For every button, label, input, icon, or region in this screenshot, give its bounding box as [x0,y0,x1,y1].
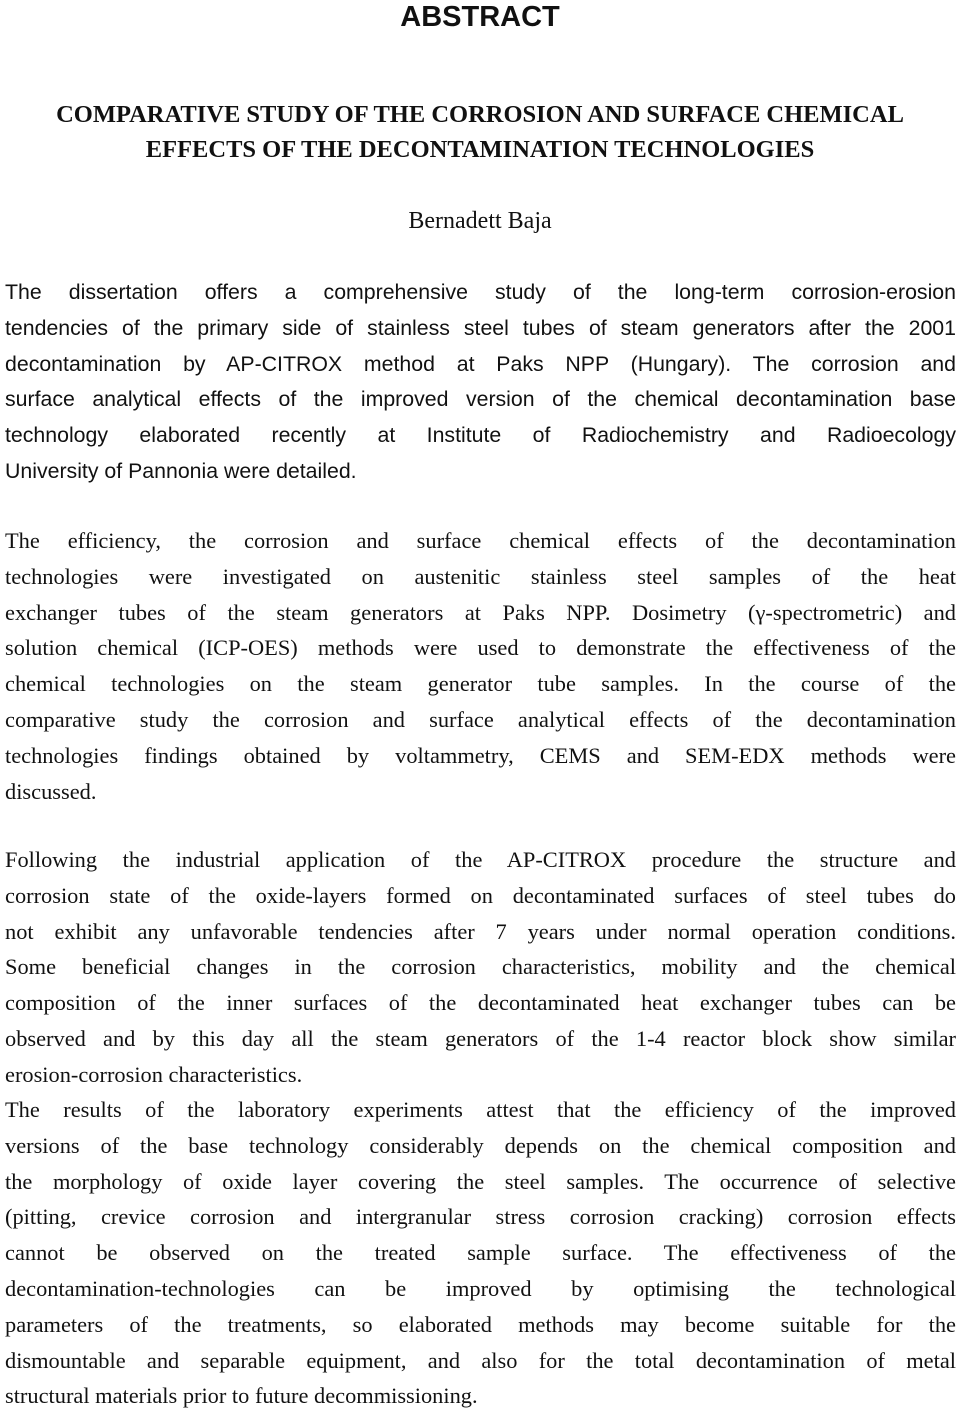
paragraph-line: tendencies of the primary side of stainless steel tubes of steam generators after the 2001 [5,315,956,340]
paragraph-line: (pitting, crevice corrosion and intergranular stress corrosion cracking) corrosion effects [5,1204,956,1230]
paragraph-line: The dissertation offers a comprehensive study of the long-term corrosion-erosion [5,280,956,304]
title-line: COMPARATIVE STUDY OF THE CORROSION AND SURFACE CHEMICAL [56,101,904,128]
abstract-heading: ABSTRACT [400,1,560,33]
paragraph-line: technology elaborated recently at Institute of Radiochemistry and Radioecology [5,423,956,448]
paragraph-line: corrosion state of the oxide-layers formed on decontaminated surfaces of steel tubes do [5,882,956,908]
paragraph-line: solution chemical (ICP-OES) methods were used to demonstrate the effectiveness of the [5,635,956,661]
title-line: EFFECTS OF THE DECONTAMINATION TECHNOLOGIES [145,136,815,163]
paragraph-line: The results of the laboratory experiments attest that the efficiency of the improved [5,1097,956,1122]
paragraph-line: cannot be observed on the treated sample surface. The effectiveness of the [5,1240,956,1266]
paragraph-line: Following the industrial application of the AP-CITROX procedure the structure and [5,847,956,872]
dissertation-title [6,97,954,167]
paragraph-line: parameters of the treatments, so elaborated methods may become suitable for the [5,1311,956,1337]
paragraph-line: the morphology of oxide layer covering the steel samples. The occurrence of selective [5,1168,956,1194]
abstract-paragraph [5,1092,956,1414]
paragraph-line: discussed. [5,778,97,804]
paragraph-line: decontamination-technologies can be improved by optimising the technological [5,1275,956,1301]
paragraph-line: dismountable and separable equipment, and also for the total decontamination of metal [5,1347,956,1373]
paragraph-line: University of Pannonia were detailed. [5,458,357,483]
paragraph-line: surface analytical effects of the improved version of the chemical decontamination base [5,387,956,412]
paragraph-line: Some beneficial changes in the corrosion characteristics, mobility and the chemical [5,954,956,980]
paragraph-line: structural materials prior to future decommissioning. [5,1383,478,1409]
paragraph-line: observed and by this day all the steam generators of the 1-4 reactor block show similar [5,1025,956,1051]
paragraph-line: chemical technologies on the steam generator tube samples. In the course of the [5,671,956,697]
paragraph-line: comparative study the corrosion and surface analytical effects of the decontamination [5,706,956,732]
abstract-paragraph [5,842,956,1093]
paragraph-line: technologies were investigated on austenitic stainless steel samples of the heat [5,563,956,589]
abstract-paragraph [5,275,956,490]
paragraph-line: versions of the base technology considerably depends on the chemical composition and [5,1132,956,1158]
abstract-paragraph [5,523,956,809]
paragraph-line: technologies findings obtained by voltammetry, CEMS and SEM-EDX methods were [5,742,956,768]
paragraph-line: decontamination by AP-CITROX method at Paks NPP (Hungary). The corrosion and [5,351,956,376]
author-name: Bernadett Baja [408,208,552,234]
paragraph-line: exchanger tubes of the steam generators at Paks NPP. Dosimetry (γ-spectrometric) and [5,599,956,625]
paragraph-line: erosion-corrosion characteristics. [5,1061,303,1087]
paragraph-line: The efficiency, the corrosion and surface chemical effects of the decontamination [5,528,956,553]
paragraph-line: composition of the inner surfaces of the decontaminated heat exchanger tubes can be [5,990,956,1016]
paragraph-line: not exhibit any unfavorable tendencies after 7 years under normal operation conditions. [5,918,956,944]
